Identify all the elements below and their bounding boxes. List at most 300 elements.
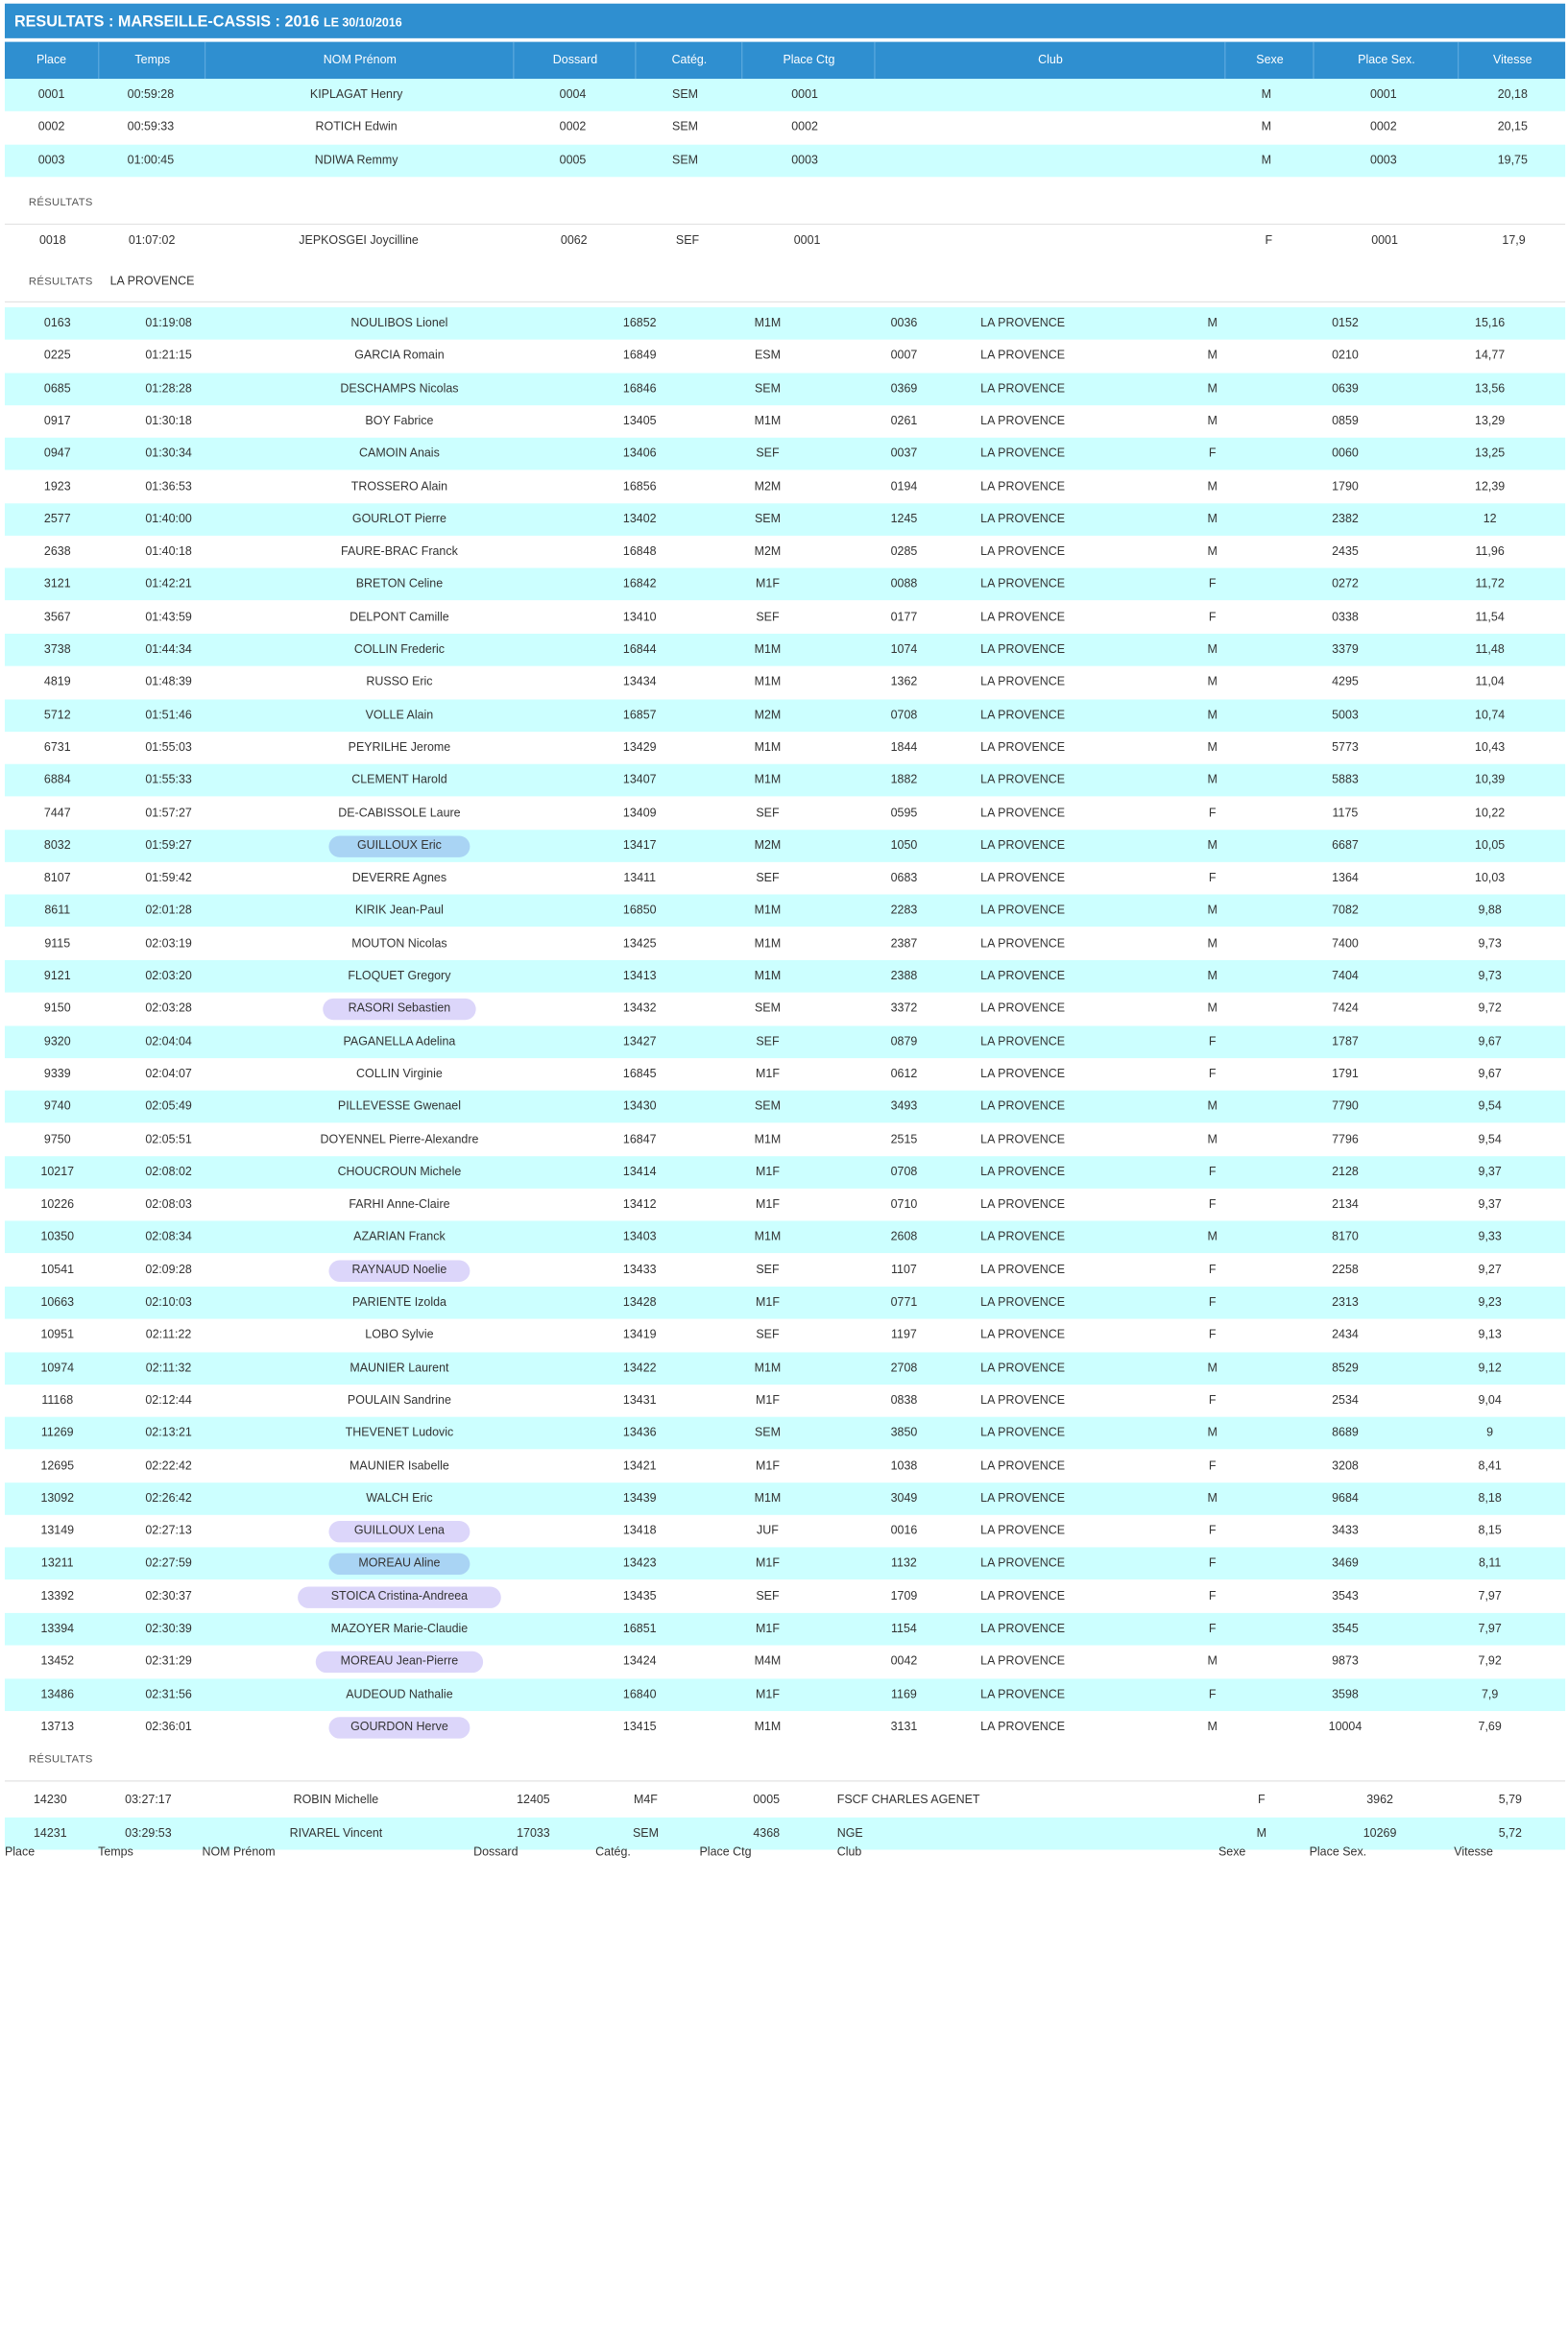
cell-club: LA PROVENCE <box>980 577 1066 591</box>
cell-sex: M <box>1207 1001 1218 1016</box>
cell-place: 13211 <box>40 1556 74 1571</box>
cell-sex: F <box>1208 1263 1217 1277</box>
cell-place: 0018 <box>38 234 66 248</box>
cell-club: LA PROVENCE <box>980 1524 1066 1538</box>
cell-name[interactable]: POULAIN Sandrine <box>347 1393 451 1408</box>
cell-bib: 13410 <box>622 610 657 624</box>
cell-place: 10350 <box>40 1230 75 1244</box>
header-cat[interactable]: Catég. <box>635 42 742 80</box>
cell-name[interactable]: NOULIBOS Lionel <box>350 317 448 330</box>
cell-cat: M2M <box>754 544 782 559</box>
cell-name[interactable]: PEYRILHE Jerome <box>348 740 451 755</box>
cell-name[interactable]: FAURE-BRAC Franck <box>341 544 458 559</box>
cell-speed: 9,23 <box>1478 1295 1502 1310</box>
cell-time: 00:59:33 <box>127 121 175 134</box>
cell-place: 8032 <box>43 838 71 853</box>
cell-bib: 13421 <box>622 1458 657 1473</box>
cell-bib: 0004 <box>559 88 587 102</box>
cell-sex: F <box>1208 610 1217 624</box>
cell-place-sex: 9873 <box>1332 1654 1359 1669</box>
cell-bib: 13419 <box>622 1328 657 1342</box>
header-speed[interactable]: Vitesse <box>1458 42 1566 80</box>
cell-name[interactable]: BRETON Celine <box>355 577 444 591</box>
cell-place: 6884 <box>43 773 71 787</box>
cell-sex: F <box>1208 1556 1217 1571</box>
cell-time: 02:08:03 <box>145 1197 192 1212</box>
cell-name[interactable]: TROSSERO Alain <box>350 479 448 494</box>
divider <box>5 1780 1565 1781</box>
title-date: LE 30/10/2016 <box>323 16 402 31</box>
cell-place-ctg: 0003 <box>791 154 818 167</box>
cell-cat: SEM <box>754 1001 781 1016</box>
cell-club: LA PROVENCE <box>980 642 1066 657</box>
table-row <box>5 1385 1565 1417</box>
cell-name[interactable]: DOYENNEL Pierre-Alexandre <box>320 1132 479 1146</box>
title-main: RESULTATS : MARSEILLE-CASSIS : 2016 <box>13 12 320 31</box>
cell-time: 01:42:21 <box>145 577 192 591</box>
cell-place: 13149 <box>40 1524 75 1538</box>
cell-time: 02:27:59 <box>145 1556 192 1571</box>
cell-bib: 0062 <box>560 234 588 248</box>
cell-club: LA PROVENCE <box>980 1328 1066 1342</box>
cell-speed: 14,77 <box>1475 349 1506 363</box>
cell-name[interactable]: THEVENET Ludovic <box>345 1426 454 1440</box>
cell-sex: M <box>1207 904 1218 918</box>
cell-name[interactable]: DE-CABISSOLE Laure <box>338 806 461 820</box>
table-row <box>5 1515 1565 1548</box>
cell-place-ctg: 1844 <box>890 740 918 755</box>
cell-name[interactable]: RAYNAUD Noelie <box>351 1263 447 1277</box>
cell-place-ctg: 1882 <box>890 773 918 787</box>
cell-cat: M1F <box>756 1556 780 1571</box>
cell-name[interactable]: LOBO Sylvie <box>365 1328 434 1342</box>
cell-place-sex: 5003 <box>1332 708 1359 722</box>
cell-speed: 20,15 <box>1497 121 1528 134</box>
cell-place-ctg: 1362 <box>890 675 918 689</box>
cell-place: 6731 <box>43 740 71 755</box>
cell-name[interactable]: ROBIN Michelle <box>293 1794 379 1807</box>
cell-place-ctg: 2388 <box>890 969 918 983</box>
cell-sex: M <box>1207 1426 1218 1440</box>
cell-cat: SEM <box>754 381 781 396</box>
header-time[interactable]: Temps <box>98 42 205 80</box>
cell-sex: M <box>1207 317 1218 330</box>
cell-time: 01:55:33 <box>145 773 192 787</box>
cell-time: 02:10:03 <box>145 1295 192 1310</box>
cell-place-ctg: 3493 <box>890 1099 918 1114</box>
cell-club: LA PROVENCE <box>980 1263 1066 1277</box>
table-row <box>5 634 1565 666</box>
cell-club: LA PROVENCE <box>980 479 1066 494</box>
cell-speed: 9,33 <box>1478 1230 1502 1244</box>
table-row <box>5 1123 1565 1156</box>
cell-sex: M <box>1207 838 1218 853</box>
cell-place-sex: 1791 <box>1332 1067 1359 1081</box>
cell-place-ctg: 2387 <box>890 936 918 951</box>
cell-place: 8611 <box>44 904 71 918</box>
cell-time: 02:09:28 <box>145 1263 192 1277</box>
cell-place-sex: 4295 <box>1332 675 1359 689</box>
cell-place: 12695 <box>40 1458 75 1473</box>
table-row <box>5 1678 1565 1711</box>
cell-place-ctg: 0037 <box>890 446 918 461</box>
cell-name[interactable]: PILLEVESSE Gwenael <box>337 1099 461 1114</box>
cell-place-ctg: 0771 <box>890 1295 918 1310</box>
cell-cat: M1M <box>754 1230 782 1244</box>
cell-sex: F <box>1208 1589 1217 1603</box>
cell-place-sex: 3598 <box>1332 1687 1359 1701</box>
cell-place-ctg: 0612 <box>890 1067 918 1081</box>
cell-name[interactable]: DESCHAMPS Nicolas <box>340 381 459 396</box>
cell-place: 3567 <box>43 610 71 624</box>
cell-sex: M <box>1207 1099 1218 1114</box>
cell-name[interactable]: GOURLOT Pierre <box>351 512 446 526</box>
cell-time: 01:57:27 <box>145 806 192 820</box>
cell-place-sex: 0338 <box>1332 610 1359 624</box>
table-row <box>5 405 1565 438</box>
cell-name[interactable]: PAGANELLA Adelina <box>343 1034 456 1048</box>
cell-sex: M <box>1256 1826 1266 1840</box>
section-label: RÉSULTATS <box>28 275 93 287</box>
cell-sex: F <box>1208 1067 1217 1081</box>
cell-time: 03:27:17 <box>125 1794 172 1807</box>
cell-speed: 10,74 <box>1475 708 1506 722</box>
cell-place-ctg: 3049 <box>890 1491 918 1506</box>
cell-time: 01:40:18 <box>145 544 192 559</box>
cell-place: 10217 <box>40 1165 75 1179</box>
table-row <box>5 536 1565 568</box>
cell-time: 01:59:42 <box>145 871 192 885</box>
header-club[interactable]: Club <box>874 42 1225 80</box>
cell-name[interactable]: MAUNIER Isabelle <box>350 1458 449 1473</box>
cell-place-ctg: 0708 <box>890 1165 918 1179</box>
cell-time: 02:08:34 <box>145 1230 192 1244</box>
footer-place-sex: Place Sex. <box>1309 1845 1367 1860</box>
cell-name[interactable]: MAZOYER Marie-Claudie <box>330 1622 469 1636</box>
cell-bib: 13439 <box>622 1491 657 1506</box>
cell-bib: 16851 <box>622 1622 657 1636</box>
cell-place-ctg: 2708 <box>890 1361 918 1375</box>
cell-sex: F <box>1208 1295 1217 1310</box>
cell-place-sex: 10004 <box>1328 1720 1363 1734</box>
cell-place: 14231 <box>33 1826 67 1840</box>
footer-place: Place <box>4 1845 36 1860</box>
cell-name[interactable]: GUILLOUX Eric <box>356 838 442 853</box>
cell-name[interactable]: GOURDON Herve <box>350 1720 448 1734</box>
cell-bib: 16842 <box>622 577 657 591</box>
cell-bib: 13435 <box>622 1589 657 1603</box>
cell-club: LA PROVENCE <box>980 1099 1066 1114</box>
cell-bib: 13413 <box>622 969 657 983</box>
cell-place-sex: 3962 <box>1366 1794 1393 1807</box>
cell-speed: 9,12 <box>1478 1361 1502 1375</box>
cell-name[interactable]: AZARIAN Franck <box>353 1230 446 1244</box>
cell-place-ctg: 3372 <box>890 1001 918 1016</box>
cell-place-sex: 0210 <box>1332 349 1359 363</box>
cell-place-ctg: 0177 <box>890 610 918 624</box>
cell-speed: 10,22 <box>1475 806 1506 820</box>
cell-place-sex: 8689 <box>1332 1426 1359 1440</box>
cell-bib: 16849 <box>622 349 657 363</box>
cell-place-sex: 5773 <box>1332 740 1359 755</box>
cell-place-sex: 2258 <box>1332 1263 1359 1277</box>
cell-place-sex: 1787 <box>1332 1034 1359 1048</box>
cell-name[interactable]: CHOUCROUN Michele <box>337 1165 462 1179</box>
table-row <box>5 438 1565 470</box>
cell-name[interactable]: FARHI Anne-Claire <box>349 1197 450 1212</box>
cell-cat: M1M <box>754 414 782 428</box>
cell-cat: SEF <box>756 610 780 624</box>
header-bib[interactable]: Dossard <box>513 42 636 80</box>
cell-bib: 13431 <box>622 1393 657 1408</box>
cell-cat: SEF <box>675 234 700 248</box>
footer-name: NOM Prénom <box>202 1845 276 1860</box>
table-row <box>5 79 1565 111</box>
cell-club: LA PROVENCE <box>980 1165 1066 1179</box>
cell-speed: 9,67 <box>1478 1067 1502 1081</box>
cell-place-ctg: 1709 <box>890 1589 918 1603</box>
cell-speed: 10,03 <box>1475 871 1506 885</box>
cell-place-ctg: 0001 <box>791 88 818 102</box>
cell-bib: 13415 <box>622 1720 657 1734</box>
footer-club: Club <box>836 1845 862 1860</box>
cell-sex: F <box>1208 1687 1217 1701</box>
cell-place-sex: 3379 <box>1332 642 1359 657</box>
cell-place: 10951 <box>40 1328 75 1342</box>
cell-place-sex: 2382 <box>1332 512 1359 526</box>
cell-place-sex: 3545 <box>1332 1622 1359 1636</box>
table-row <box>5 1156 1565 1189</box>
cell-place: 4819 <box>43 675 71 689</box>
cell-bib: 13422 <box>622 1361 657 1375</box>
cell-name[interactable]: VOLLE Alain <box>365 708 434 722</box>
cell-name[interactable]: RIVAREL Vincent <box>289 1826 383 1840</box>
cell-bib: 13428 <box>622 1295 657 1310</box>
cell-cat: SEM <box>672 88 699 102</box>
cell-speed: 8,11 <box>1478 1556 1502 1571</box>
cell-name[interactable]: ROTICH Edwin <box>315 121 398 134</box>
cell-place-sex: 0001 <box>1371 234 1398 248</box>
footer-cat: Catég. <box>595 1845 631 1860</box>
cell-name[interactable]: BOY Fabrice <box>365 414 434 428</box>
cell-speed: 20,18 <box>1497 88 1528 102</box>
cell-club: LA PROVENCE <box>980 1491 1066 1506</box>
cell-name[interactable]: COLLIN Frederic <box>353 642 445 657</box>
header-place-sex[interactable]: Place Sex. <box>1313 42 1459 80</box>
cell-name[interactable]: COLLIN Virginie <box>356 1067 443 1081</box>
cell-place: 0001 <box>37 88 65 102</box>
table-row <box>5 568 1565 601</box>
section-club-label: LA PROVENCE <box>109 275 195 289</box>
header-place-ctg[interactable]: Place Ctg <box>741 42 875 80</box>
table-row <box>5 111 1565 144</box>
cell-place-sex: 10269 <box>1363 1826 1397 1840</box>
cell-time: 01:55:03 <box>145 740 192 755</box>
cell-bib: 13424 <box>622 1654 657 1669</box>
cell-cat: M1F <box>756 1393 780 1408</box>
header-sex[interactable]: Sexe <box>1224 42 1314 80</box>
cell-place: 14230 <box>33 1794 67 1807</box>
cell-time: 01:19:08 <box>145 317 192 330</box>
cell-bib: 0002 <box>559 121 587 134</box>
cell-bib: 16857 <box>622 708 657 722</box>
cell-club: LA PROVENCE <box>980 512 1066 526</box>
table-row <box>5 373 1565 405</box>
cell-place-ctg: 2283 <box>890 904 918 918</box>
table-row <box>5 1058 1565 1091</box>
cell-cat: M1M <box>754 1720 782 1734</box>
footer-time: Temps <box>98 1845 133 1860</box>
cell-name[interactable]: JEPKOSGEI Joycilline <box>299 234 419 248</box>
cell-name[interactable]: GUILLOUX Lena <box>353 1524 445 1538</box>
cell-time: 02:05:51 <box>145 1132 192 1146</box>
cell-place: 0685 <box>43 381 71 396</box>
cell-bib: 13434 <box>622 675 657 689</box>
cell-cat: M1F <box>756 1687 780 1701</box>
cell-bib: 13430 <box>622 1099 657 1114</box>
cell-place: 0003 <box>37 154 65 167</box>
cell-name[interactable]: PARIENTE Izolda <box>351 1295 446 1310</box>
footer-place-ctg: Place Ctg <box>699 1845 752 1860</box>
cell-place-ctg: 0002 <box>791 121 818 134</box>
cell-speed: 5,72 <box>1498 1826 1522 1840</box>
cell-place-sex: 1790 <box>1332 479 1359 494</box>
cell-place-sex: 0859 <box>1332 414 1359 428</box>
cell-club: LA PROVENCE <box>980 936 1066 951</box>
cell-club: LA PROVENCE <box>980 446 1066 461</box>
cell-speed: 11,48 <box>1475 642 1505 657</box>
cell-place-ctg: 0708 <box>890 708 918 722</box>
table-row <box>5 1482 1565 1515</box>
cell-sex: F <box>1208 1328 1217 1342</box>
cell-place: 8107 <box>43 871 71 885</box>
table-row <box>5 1646 1565 1678</box>
cell-time: 02:12:44 <box>145 1393 192 1408</box>
cell-club: LA PROVENCE <box>980 317 1066 330</box>
cell-place-ctg: 1050 <box>890 838 918 853</box>
cell-place-ctg: 1154 <box>891 1622 917 1636</box>
cell-place-sex: 2534 <box>1332 1393 1359 1408</box>
cell-name[interactable]: CLEMENT Harold <box>351 773 447 787</box>
cell-name[interactable]: KIRIK Jean-Paul <box>354 904 444 918</box>
cell-place: 9115 <box>44 936 71 951</box>
cell-cat: M4M <box>754 1654 782 1669</box>
cell-time: 01:40:00 <box>145 512 192 526</box>
cell-cat: M1F <box>756 1295 780 1310</box>
cell-time: 02:03:20 <box>145 969 192 983</box>
table-row <box>5 666 1565 699</box>
cell-club: LA PROVENCE <box>980 1654 1066 1669</box>
cell-time: 02:30:37 <box>145 1589 192 1603</box>
cell-name[interactable]: MOREAU Jean-Pierre <box>340 1654 459 1669</box>
footer-bib: Dossard <box>473 1845 519 1860</box>
cell-place: 11168 <box>41 1393 74 1408</box>
cell-speed: 7,97 <box>1478 1589 1502 1603</box>
cell-sex: M <box>1207 1230 1218 1244</box>
cell-place-ctg: 0042 <box>890 1654 918 1669</box>
cell-club: LA PROVENCE <box>980 1295 1066 1310</box>
cell-speed: 9,27 <box>1478 1263 1502 1277</box>
table-row <box>5 895 1565 928</box>
header-place[interactable]: Place <box>36 54 67 67</box>
cell-name[interactable]: NDIWA Remmy <box>314 154 398 167</box>
cell-place-sex: 7404 <box>1332 969 1359 983</box>
cell-club: LA PROVENCE <box>980 1556 1066 1571</box>
cell-name[interactable]: MOUTON Nicolas <box>351 936 447 951</box>
cell-name[interactable]: MOREAU Aline <box>358 1556 441 1571</box>
cell-cat: M1M <box>754 642 782 657</box>
cell-name[interactable]: AUDEOUD Nathalie <box>346 1687 453 1701</box>
cell-name[interactable]: RUSSO Eric <box>366 675 433 689</box>
cell-bib: 13409 <box>622 806 657 820</box>
cell-bib: 13402 <box>622 512 657 526</box>
cell-name[interactable]: RASORI Sebastien <box>348 1001 451 1016</box>
cell-speed: 11,72 <box>1475 577 1505 591</box>
cell-place-ctg: 1132 <box>891 1556 917 1571</box>
cell-name[interactable]: CAMOIN Anais <box>359 446 440 461</box>
table-row <box>5 1548 1565 1580</box>
cell-time: 02:11:22 <box>145 1328 192 1342</box>
cell-place-ctg: 1169 <box>891 1687 917 1701</box>
cell-club: LA PROVENCE <box>980 838 1066 853</box>
cell-name[interactable]: KIPLAGAT Henry <box>309 88 403 102</box>
cell-club: LA PROVENCE <box>980 1393 1066 1408</box>
cell-speed: 5,79 <box>1498 1794 1522 1807</box>
header-name[interactable]: NOM Prénom <box>205 42 515 80</box>
cell-place-sex: 5883 <box>1332 773 1359 787</box>
cell-place-ctg: 1107 <box>891 1263 917 1277</box>
cell-speed: 19,75 <box>1497 154 1528 167</box>
cell-time: 02:05:49 <box>145 1099 192 1114</box>
cell-name[interactable]: DELPONT Camille <box>350 610 449 624</box>
cell-place-sex: 3543 <box>1332 1589 1359 1603</box>
cell-place: 7447 <box>43 806 71 820</box>
cell-place-ctg: 0005 <box>753 1794 781 1807</box>
cell-bib: 13436 <box>622 1426 657 1440</box>
cell-club: LA PROVENCE <box>980 1001 1066 1016</box>
cell-place-sex: 7796 <box>1332 1132 1359 1146</box>
cell-time: 01:30:34 <box>145 446 192 461</box>
table-row <box>5 1613 1565 1646</box>
cell-bib: 17033 <box>517 1826 550 1840</box>
cell-sex: M <box>1207 544 1218 559</box>
cell-place-sex: 7082 <box>1332 904 1359 918</box>
cell-place-ctg: 0036 <box>890 317 918 330</box>
cell-name[interactable]: MAUNIER Laurent <box>350 1361 449 1375</box>
cell-cat: M1M <box>754 969 782 983</box>
cell-name[interactable]: DEVERRE Agnes <box>351 871 447 885</box>
cell-name[interactable]: FLOQUET Gregory <box>348 969 451 983</box>
table-row <box>5 1352 1565 1385</box>
cell-cat: M2M <box>754 479 782 494</box>
cell-place: 13394 <box>40 1622 75 1636</box>
table-row <box>5 144 1565 177</box>
cell-place-sex: 2313 <box>1332 1295 1359 1310</box>
cell-place-sex: 0060 <box>1332 446 1359 461</box>
cell-place: 13392 <box>40 1589 75 1603</box>
cell-speed: 9,67 <box>1478 1034 1502 1048</box>
cell-name[interactable]: GARCIA Romain <box>354 349 445 363</box>
cell-place-sex: 1364 <box>1332 871 1359 885</box>
cell-name[interactable]: WALCH Eric <box>366 1491 433 1506</box>
cell-name[interactable]: STOICA Cristina-Andreea <box>330 1589 469 1603</box>
cell-time: 02:30:39 <box>145 1622 192 1636</box>
table-row <box>5 1319 1565 1352</box>
cell-place: 10226 <box>40 1197 75 1212</box>
cell-bib: 13427 <box>622 1034 657 1048</box>
cell-bib: 16852 <box>622 317 657 330</box>
cell-cat: M1M <box>754 904 782 918</box>
